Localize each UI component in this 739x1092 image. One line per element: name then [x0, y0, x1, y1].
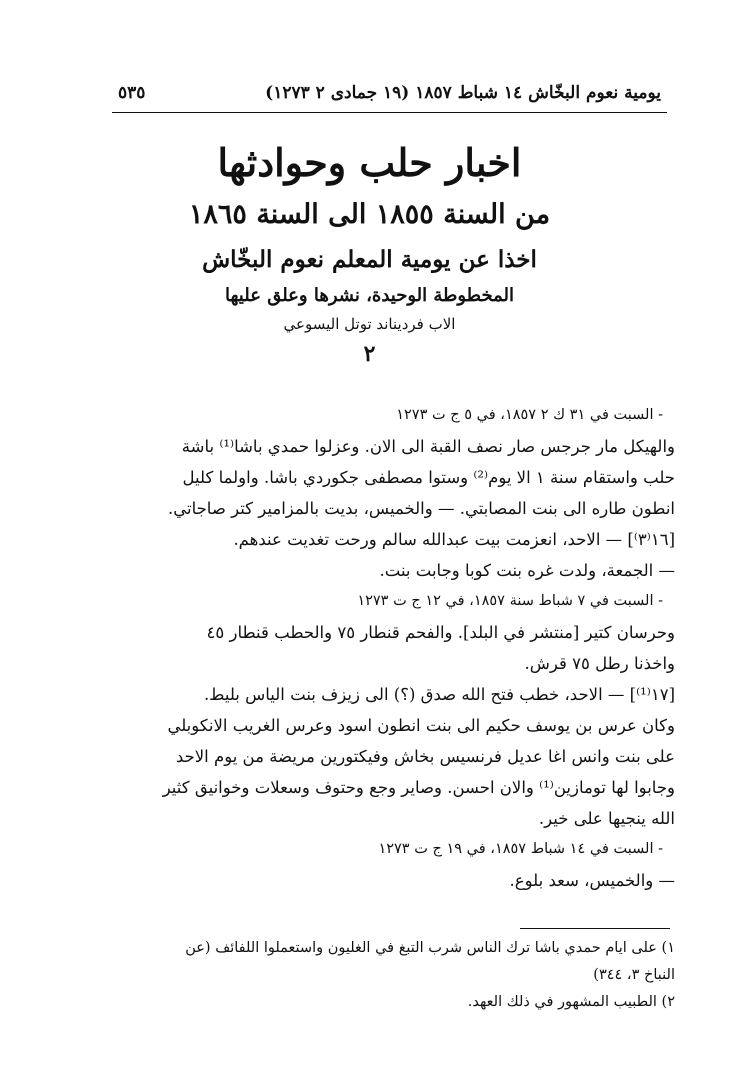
body-line: — والخميس، سعد بلوع.	[509, 871, 675, 890]
title-years: من السنة ١٨٥٥ الى السنة ١٨٦٥	[188, 199, 551, 230]
subtitle-source: اخذا عن يومية المعلم نعوم البخّاش	[202, 246, 537, 273]
body-line: وجابوا لها تومازين⁽¹⁾ والان احسن. وصاير وجع وحتوف وسعلات وخوانيق كثير	[162, 778, 675, 797]
entry-date-line: - السبت في ٧ شباط سنة ١٨٥٧، في ١٢ ج ت ١٢٧٣	[357, 593, 663, 609]
title-block	[0, 138, 739, 370]
body-line: والهيكل مار جرجس صار نصف القبة الى الان. وعزلوا حمدي باشا⁽¹⁾ باشة	[181, 437, 675, 456]
section-number: ٢	[363, 341, 376, 367]
footnotes	[84, 935, 675, 1016]
main-title: اخبار حلب وحوادثها	[217, 140, 522, 185]
running-header	[118, 78, 661, 108]
body-line: [١٧⁽¹⁾] — الاحد، خطب فتح الله صدق (؟) الى زيزف بنت الياس بليط.	[203, 685, 675, 704]
running-title: يومية نعوم البخّاش ١٤ شباط ١٨٥٧ (١٩ جمادى ٢ ١٢٧٣)	[265, 83, 661, 103]
entry-date-line: - السبت في ٣١ ك ٢ ١٨٥٧، في ٥ ج ت ١٢٧٣	[396, 407, 663, 423]
body-line: [١٦⁽٣⁾] — الاحد، انعزمت بيت عبدالله سالم ورحت تغديت عندهم.	[233, 530, 675, 549]
body-text	[82, 400, 675, 896]
footnote-line: ٢) الطبيب المشهور في ذلك العهد.	[467, 994, 675, 1010]
body-line: — الجمعة، ولدت غره بنت كوبا وجابت بنت.	[379, 561, 675, 580]
footnote-line: ١) على ايام حمدي باشا ترك الناس شرب التبغ في الغليون واستعملوا اللفائف (عن	[185, 940, 675, 956]
body-line: واخذنا رطل ٧٥ قرش.	[524, 654, 675, 673]
subtitle-manuscript: المخطوطة الوحيدة، نشرها وعلق عليها	[225, 285, 514, 306]
entry-date-line: - السبت في ١٤ شباط ١٨٥٧، في ١٩ ج ت ١٢٧٣	[378, 841, 663, 857]
body-line: على بنت وانس اغا عديل فرنسيس بخاش وفيكتورين مريضة من يوم الاحد	[175, 747, 675, 766]
subtitle-editor: الاب فرديناند توتل اليسوعي	[283, 315, 456, 333]
body-line: انطون طاره الى بنت المصابتي. — والخميس، بديت بالمزامير كتر صاجاتي.	[167, 499, 675, 518]
body-line: وحرسان كتير [منتشر في البلد]. والفحم قنطار ٧٥ والحطب قنطار ٤٥	[206, 623, 675, 642]
page-number: ٥٣٥	[118, 83, 146, 103]
footnote-rule	[520, 928, 670, 929]
body-line: حلب واستقام سنة ١ الا يوم⁽²⁾ وستوا مصطفى جكوردي باشا. واولما كليل	[182, 468, 675, 487]
footnote-line: النباخ ٣، ٣٤٤)	[593, 967, 675, 983]
body-line: وكان عرس بن يوسف حكيم الى بنت انطون اسود وعرس الغريب الانكوبلي	[167, 716, 675, 735]
header-rule	[112, 112, 667, 113]
body-line: الله ينجيها على خير.	[538, 809, 675, 828]
